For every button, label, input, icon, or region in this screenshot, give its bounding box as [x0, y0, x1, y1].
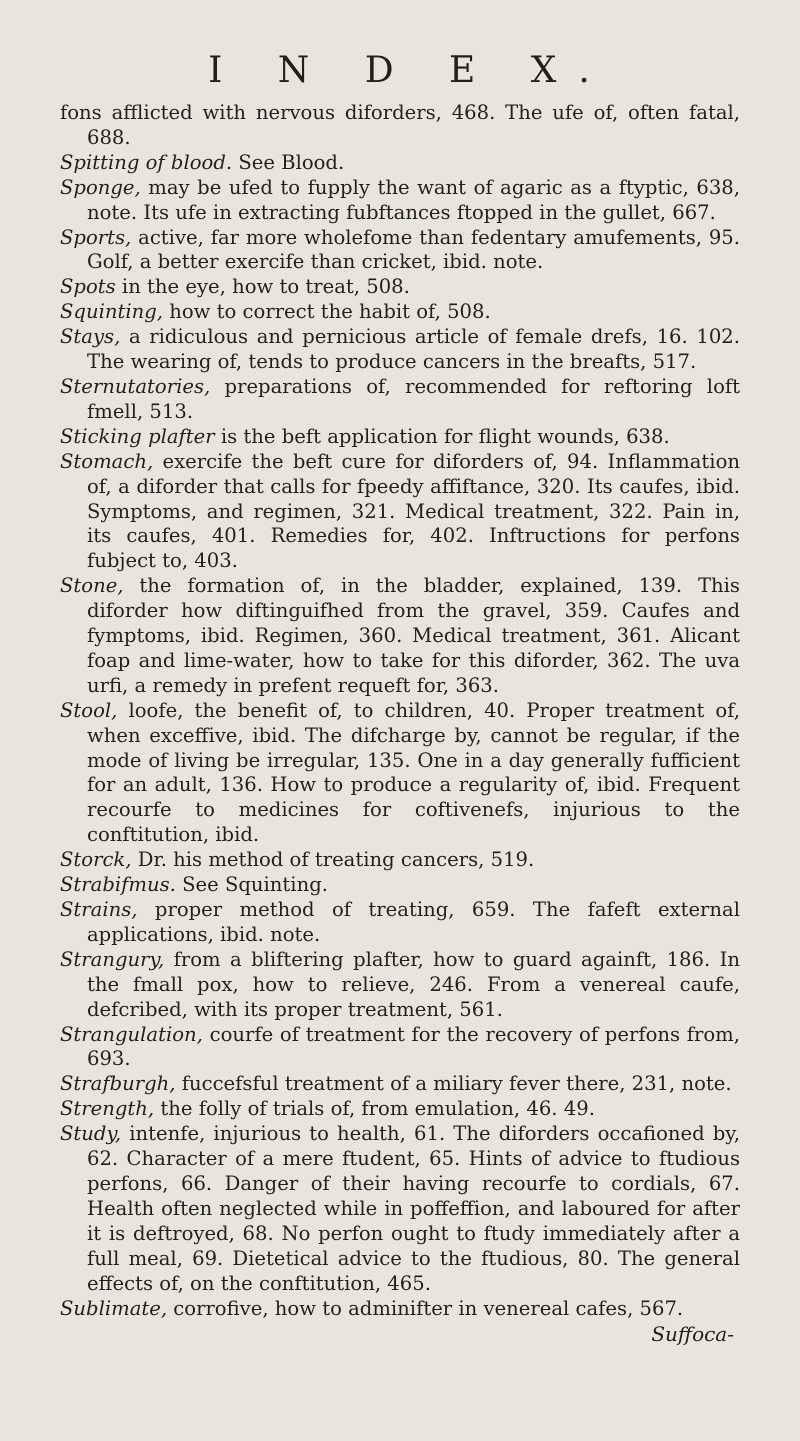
entry-text: preparations of, recommended for reftoring loft fmell, 513. [87, 374, 740, 423]
index-entry [60, 898, 740, 948]
entry-headword: Squinting, [60, 300, 164, 324]
entry-headword: Stone, [60, 574, 124, 598]
entry-text: active, far more wholefome than fedentary amufements, 95. Golf, a better exercife than cricket, ibid. note. [87, 225, 740, 274]
entry-text: a ridiculous and pernicious article of female drefs, 16. 102. The wearing of, tends to produce cancers in the breafts, 517. [87, 325, 740, 374]
entry-headword: Stool, [60, 698, 118, 722]
entry-headword: Stays, [60, 325, 121, 349]
index-entry [60, 151, 740, 176]
entry-headword: Sponge, [60, 175, 141, 199]
entry-text: fuccefsful treatment of a miliary fever there, 231, note. [175, 1072, 732, 1096]
entry-text: from a bliftering plafter, how to guard againft, 186. In the fmall pox, how to relieve, 246. From a venereal caufe, defcribed, with its proper treatment, 561. [87, 947, 740, 1021]
entry-headword: Sternutatories, [60, 374, 211, 398]
entry-headword: Study, [60, 1122, 122, 1146]
entry-headword: Sports, [60, 225, 132, 249]
entry-text: in the eye, how to treat, 508. [115, 275, 410, 299]
entry-headword: Sublimate, [60, 1296, 168, 1320]
entry-text: proper method of treating, 659. The fafeft external applications, ibid. note. [87, 898, 740, 946]
index-entry [60, 1297, 740, 1322]
entry-text: the folly of trials of, from emulation, 46. 49. [154, 1097, 595, 1121]
index-entry [60, 1023, 740, 1073]
entry-headword: Stomach, [60, 449, 154, 473]
entry-text: exercife the beft cure for diforders of, 94. Inflammation of, a diforder that calls for fpeedy affiftance, 320. Its caufes, ibid. Symptoms, and regimen, 321. Medical treatment, 322. Pain in, its caufes, 401. Remedies for, 402. Inftructions for perfons fubject to, 403. [87, 449, 740, 573]
index-entry [60, 948, 740, 1023]
entry-text: See Squinting. [175, 873, 328, 897]
entry-text: is the beft application for flight wounds, 638. [214, 424, 670, 448]
index-entry [60, 1122, 740, 1296]
entry-headword: Storck, [60, 848, 132, 872]
index-entry [60, 1072, 740, 1097]
entry-text: corrofive, how to adminifter in venereal cafes, 567. [167, 1296, 684, 1320]
index-entry [60, 425, 740, 450]
index-entry [60, 325, 740, 375]
entry-headword: Strangulation, [60, 1022, 203, 1046]
entry-text: courfe of treatment for the recovery of perfons from, 693. [87, 1022, 740, 1071]
entry-text: loofe, the benefit of, to children, 40. Proper treatment of, when exceffive, ibid. The difcharge by, cannot be regular, if the mode of living be irregular, 135. One in a day generally fufficient for an adult, 136. How to produce a regularity of, ibid. Frequent recourfe to medicines for coftivenefs, injurious to the conftitution, ibid. [87, 698, 740, 847]
entry-headword: Spots [60, 275, 116, 299]
index-entry [60, 450, 740, 575]
entry-headword: Spitting of blood. [60, 150, 233, 174]
entry-text: the formation of, in the bladder, explained, 139. This diforder how diftinguifhed from the gravel, 359. Caufes and fymptoms, ibid. Regimen, 360. Medical treatment, 361. Alicant foap and lime-water, how to take for this diforder, 362. The uva urfi, a remedy in prefent requeft for, 363. [87, 574, 740, 697]
index-entry [60, 226, 740, 276]
entry-text: Dr. his method of treating cancers, 519. [131, 848, 535, 872]
catchword: Suffoca- [651, 1322, 734, 1347]
index-entry [60, 873, 740, 898]
index-entry [60, 275, 740, 300]
index-entry [60, 1097, 740, 1122]
index-entries [60, 101, 740, 1321]
entry-headword: Strafburgh, [60, 1072, 176, 1096]
index-entry [60, 176, 740, 226]
entry-headword: Strains, [60, 898, 138, 921]
index-entry [60, 848, 740, 873]
index-entry [60, 375, 740, 425]
index-entry [60, 574, 740, 699]
entry-text: may be ufed to fupply the want of agaric as a ftyptic, 638, note. Its ufe in extracting fubftances ftopped in the gullet, 667. [87, 175, 740, 224]
index-entry [60, 300, 740, 325]
entry-headword: Strabifmus. [60, 873, 176, 897]
entry-text: how to correct the habit of, 508. [163, 300, 491, 324]
entry-text: fons afflicted with nervous diforders, 468. The ufe of, often fatal, 688. [60, 101, 740, 149]
index-entry [60, 101, 740, 151]
entry-text: See Blood. [232, 150, 345, 174]
entry-headword: Sticking plafter [60, 424, 215, 448]
entry-text: intenfe, injurious to health, 61. The diforders occafioned by, 62. Character of a mere ftudent, 65. Hints of advice to ftudious perfons, 66. Danger of their having recourfe to cordials, 67. Health often neglected while in poffeffion, and laboured for after it is deftroyed, 68. No perfon ought to ftudy immediately after a full meal, 69. Dietetical advice to the ftudious, 80. The general effects of, on the conftitution, 465. [87, 1122, 740, 1295]
index-entry [60, 699, 740, 848]
entry-headword: Strength, [60, 1097, 155, 1121]
entry-headword: Strangury, [60, 947, 165, 971]
running-head: I N D E X. [208, 50, 612, 91]
